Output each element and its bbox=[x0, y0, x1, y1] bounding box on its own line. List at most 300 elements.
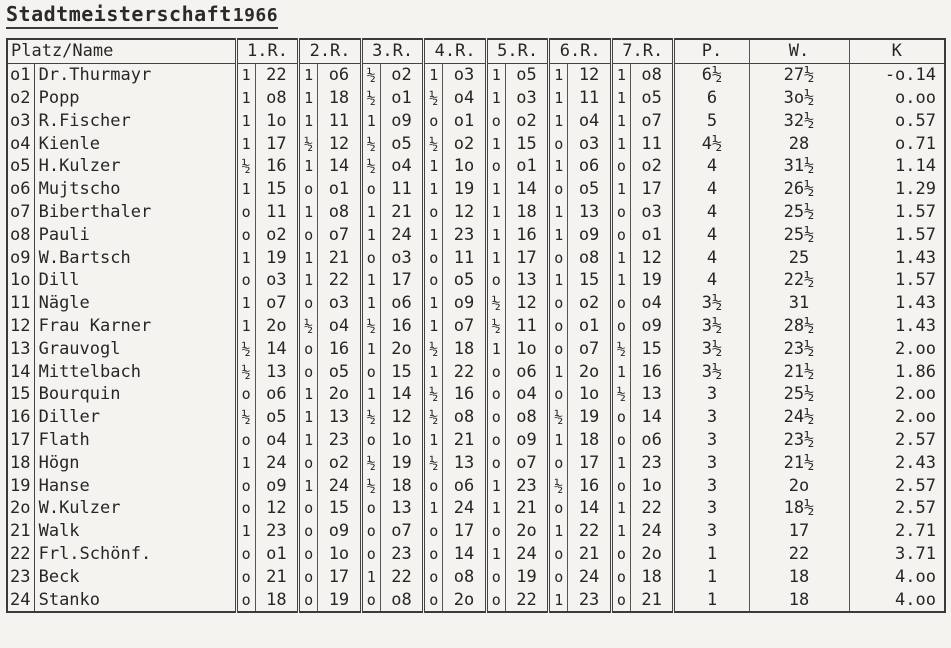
player-name: Högn bbox=[34, 451, 236, 474]
round-result: o bbox=[549, 292, 568, 315]
round-result: 1 bbox=[424, 178, 443, 201]
round-opponent: 23 bbox=[630, 451, 674, 474]
round-result: 1 bbox=[486, 201, 505, 224]
round-result: 1 bbox=[236, 246, 255, 269]
round-result: o bbox=[549, 315, 568, 338]
round-result: o bbox=[611, 565, 630, 588]
player-name: Dr.Thurmayr bbox=[34, 63, 236, 86]
points-cell: 3½ bbox=[674, 337, 749, 360]
round-result: 1 bbox=[611, 132, 630, 155]
round-opponent: 11 bbox=[380, 178, 424, 201]
round-result: 1 bbox=[424, 429, 443, 452]
round-result: 1 bbox=[611, 451, 630, 474]
round-result: 1 bbox=[549, 588, 568, 612]
round-opponent: o6 bbox=[318, 63, 362, 86]
table-row bbox=[7, 109, 945, 132]
round-result: 1 bbox=[299, 87, 318, 110]
round-opponent: o2 bbox=[443, 132, 487, 155]
round-result: 1 bbox=[549, 269, 568, 292]
round-opponent: 2o bbox=[318, 383, 362, 406]
player-name: Biberthaler bbox=[34, 201, 236, 224]
round-result: o bbox=[424, 565, 443, 588]
round-opponent: o2 bbox=[630, 155, 674, 178]
document-title bbox=[6, 2, 278, 29]
round-opponent: o5 bbox=[380, 132, 424, 155]
round-result: o bbox=[486, 360, 505, 383]
header-round-3: 3.R. bbox=[361, 39, 424, 63]
round-opponent: 22 bbox=[505, 588, 549, 612]
round-result: 1 bbox=[486, 246, 505, 269]
round-result: ½ bbox=[299, 315, 318, 338]
round-result: o bbox=[549, 543, 568, 566]
table-row bbox=[7, 543, 945, 566]
round-opponent: 16 bbox=[505, 223, 549, 246]
round-result: 1 bbox=[236, 109, 255, 132]
round-result: 1 bbox=[424, 63, 443, 86]
player-name: Popp bbox=[34, 87, 236, 110]
round-opponent: 11 bbox=[568, 87, 612, 110]
round-opponent: 24 bbox=[380, 223, 424, 246]
place-cell: 23 bbox=[7, 565, 34, 588]
header-row bbox=[7, 39, 945, 63]
w-cell: 26½ bbox=[749, 178, 849, 201]
place-cell: o2 bbox=[7, 87, 34, 110]
round-opponent: o2 bbox=[505, 109, 549, 132]
round-opponent: 23 bbox=[443, 223, 487, 246]
round-opponent: 21 bbox=[568, 543, 612, 566]
round-result: 1 bbox=[299, 246, 318, 269]
table-row bbox=[7, 87, 945, 110]
round-opponent: o5 bbox=[630, 87, 674, 110]
round-opponent: 12 bbox=[568, 63, 612, 86]
round-opponent: o2 bbox=[568, 292, 612, 315]
w-cell: 21½ bbox=[749, 360, 849, 383]
round-result: ½ bbox=[486, 315, 505, 338]
round-result: o bbox=[549, 451, 568, 474]
round-result: o bbox=[361, 429, 380, 452]
round-result: ½ bbox=[361, 87, 380, 110]
round-opponent: 11 bbox=[255, 201, 299, 224]
round-opponent: 13 bbox=[255, 360, 299, 383]
round-opponent: 1o bbox=[568, 383, 612, 406]
k-cell: 1.14 bbox=[849, 155, 945, 178]
round-opponent: 15 bbox=[630, 337, 674, 360]
points-cell: 4 bbox=[674, 269, 749, 292]
round-result: o bbox=[549, 246, 568, 269]
round-opponent: o6 bbox=[568, 155, 612, 178]
round-result: 1 bbox=[236, 87, 255, 110]
round-opponent: 2o bbox=[380, 337, 424, 360]
points-cell: 4 bbox=[674, 223, 749, 246]
round-result: o bbox=[299, 292, 318, 315]
points-cell: 4 bbox=[674, 246, 749, 269]
w-cell: 2o bbox=[749, 474, 849, 497]
round-opponent: 19 bbox=[255, 246, 299, 269]
round-opponent: 24 bbox=[505, 543, 549, 566]
player-name: Frau Karner bbox=[34, 315, 236, 338]
k-cell: 2.oo bbox=[849, 383, 945, 406]
round-opponent: o5 bbox=[318, 360, 362, 383]
round-result: o bbox=[549, 132, 568, 155]
header-name: Platz/Name bbox=[7, 39, 236, 63]
round-opponent: 19 bbox=[318, 588, 362, 612]
round-result: 1 bbox=[486, 543, 505, 566]
round-opponent: 19 bbox=[443, 178, 487, 201]
w-cell: 28 bbox=[749, 132, 849, 155]
player-name: Kienle bbox=[34, 132, 236, 155]
round-opponent: 17 bbox=[443, 520, 487, 543]
k-cell: 3.71 bbox=[849, 543, 945, 566]
round-result: ½ bbox=[549, 474, 568, 497]
round-result: ½ bbox=[361, 451, 380, 474]
round-opponent: 11 bbox=[318, 109, 362, 132]
round-result: 1 bbox=[236, 292, 255, 315]
round-opponent: o7 bbox=[568, 337, 612, 360]
round-opponent: o6 bbox=[443, 474, 487, 497]
w-cell: 28½ bbox=[749, 315, 849, 338]
points-cell: 3½ bbox=[674, 360, 749, 383]
w-cell: 22 bbox=[749, 543, 849, 566]
place-cell: o4 bbox=[7, 132, 34, 155]
round-result: o bbox=[486, 588, 505, 612]
round-opponent: 19 bbox=[568, 406, 612, 429]
round-opponent: 12 bbox=[318, 132, 362, 155]
round-opponent: o8 bbox=[505, 406, 549, 429]
place-cell: 18 bbox=[7, 451, 34, 474]
round-result: ½ bbox=[549, 406, 568, 429]
round-result: 1 bbox=[361, 269, 380, 292]
round-opponent: o8 bbox=[380, 588, 424, 612]
round-opponent: o4 bbox=[568, 109, 612, 132]
round-result: 1 bbox=[299, 429, 318, 452]
round-opponent: o6 bbox=[505, 360, 549, 383]
round-result: 1 bbox=[486, 178, 505, 201]
header-w: W. bbox=[749, 39, 849, 63]
round-opponent: 15 bbox=[380, 360, 424, 383]
round-opponent: o3 bbox=[318, 292, 362, 315]
round-result: 1 bbox=[486, 223, 505, 246]
round-opponent: o3 bbox=[568, 132, 612, 155]
round-result: o bbox=[236, 588, 255, 612]
place-cell: 2o bbox=[7, 497, 34, 520]
round-result: 1 bbox=[299, 201, 318, 224]
place-cell: 22 bbox=[7, 543, 34, 566]
round-opponent: 1o bbox=[380, 429, 424, 452]
round-result: 1 bbox=[486, 132, 505, 155]
round-result: o bbox=[611, 223, 630, 246]
round-result: o bbox=[236, 223, 255, 246]
round-opponent: o5 bbox=[568, 178, 612, 201]
round-result: 1 bbox=[299, 109, 318, 132]
round-result: o bbox=[486, 451, 505, 474]
table-row bbox=[7, 155, 945, 178]
round-opponent: 12 bbox=[380, 406, 424, 429]
k-cell: 2.oo bbox=[849, 406, 945, 429]
round-result: o bbox=[299, 360, 318, 383]
round-result: 1 bbox=[236, 63, 255, 86]
table-row bbox=[7, 588, 945, 612]
round-result: 1 bbox=[424, 292, 443, 315]
round-opponent: o1 bbox=[443, 109, 487, 132]
round-opponent: 13 bbox=[568, 201, 612, 224]
round-opponent: 24 bbox=[255, 451, 299, 474]
round-opponent: 18 bbox=[380, 474, 424, 497]
k-cell: o.57 bbox=[849, 109, 945, 132]
w-cell: 18½ bbox=[749, 497, 849, 520]
round-opponent: 19 bbox=[630, 269, 674, 292]
k-cell: 4.oo bbox=[849, 588, 945, 612]
round-opponent: 15 bbox=[505, 132, 549, 155]
round-opponent: o6 bbox=[380, 292, 424, 315]
round-opponent: 15 bbox=[255, 178, 299, 201]
round-result: o bbox=[361, 588, 380, 612]
round-opponent: 18 bbox=[318, 87, 362, 110]
round-opponent: 12 bbox=[443, 201, 487, 224]
table-row bbox=[7, 292, 945, 315]
round-result: o bbox=[424, 201, 443, 224]
round-result: o bbox=[611, 543, 630, 566]
round-opponent: 21 bbox=[505, 497, 549, 520]
round-result: 1 bbox=[236, 178, 255, 201]
place-cell: 15 bbox=[7, 383, 34, 406]
k-cell: 2.71 bbox=[849, 520, 945, 543]
round-opponent: 21 bbox=[443, 429, 487, 452]
round-result: o bbox=[486, 269, 505, 292]
round-result: ½ bbox=[424, 451, 443, 474]
points-cell: 3 bbox=[674, 406, 749, 429]
round-opponent: 12 bbox=[255, 497, 299, 520]
round-opponent: o9 bbox=[568, 223, 612, 246]
place-cell: o5 bbox=[7, 155, 34, 178]
round-result: 1 bbox=[361, 109, 380, 132]
round-opponent: o8 bbox=[630, 63, 674, 86]
round-result: o bbox=[299, 543, 318, 566]
round-opponent: 16 bbox=[630, 360, 674, 383]
round-result: 1 bbox=[611, 269, 630, 292]
round-opponent: 14 bbox=[630, 406, 674, 429]
place-cell: 19 bbox=[7, 474, 34, 497]
round-opponent: 11 bbox=[505, 315, 549, 338]
round-result: 1 bbox=[486, 497, 505, 520]
round-result: o bbox=[236, 497, 255, 520]
table-row bbox=[7, 383, 945, 406]
round-opponent: 1o bbox=[630, 474, 674, 497]
round-opponent: o4 bbox=[630, 292, 674, 315]
player-name: Frl.Schönf. bbox=[34, 543, 236, 566]
k-cell: 1.57 bbox=[849, 201, 945, 224]
round-result: 1 bbox=[549, 109, 568, 132]
w-cell: 31½ bbox=[749, 155, 849, 178]
round-result: 1 bbox=[361, 565, 380, 588]
round-result: o bbox=[236, 201, 255, 224]
round-opponent: o5 bbox=[505, 63, 549, 86]
round-result: 1 bbox=[549, 155, 568, 178]
round-opponent: o4 bbox=[443, 87, 487, 110]
round-opponent: 22 bbox=[568, 520, 612, 543]
k-cell: 1.43 bbox=[849, 246, 945, 269]
player-name: Mujtscho bbox=[34, 178, 236, 201]
w-cell: 18 bbox=[749, 565, 849, 588]
place-cell: 14 bbox=[7, 360, 34, 383]
round-opponent: o1 bbox=[630, 223, 674, 246]
points-cell: 4 bbox=[674, 178, 749, 201]
points-cell: 3 bbox=[674, 429, 749, 452]
k-cell: 2.43 bbox=[849, 451, 945, 474]
round-result: o bbox=[361, 497, 380, 520]
round-opponent: o2 bbox=[255, 223, 299, 246]
round-result: 1 bbox=[424, 315, 443, 338]
round-opponent: 16 bbox=[568, 474, 612, 497]
place-cell: 24 bbox=[7, 588, 34, 612]
round-opponent: o9 bbox=[318, 520, 362, 543]
round-result: 1 bbox=[611, 109, 630, 132]
round-result: 1 bbox=[549, 360, 568, 383]
round-result: 1 bbox=[299, 383, 318, 406]
player-name: Pauli bbox=[34, 223, 236, 246]
round-opponent: 2o bbox=[443, 588, 487, 612]
player-name: W.Bartsch bbox=[34, 246, 236, 269]
player-name: Stanko bbox=[34, 588, 236, 612]
w-cell: 21½ bbox=[749, 451, 849, 474]
header-round-4: 4.R. bbox=[424, 39, 487, 63]
round-opponent: 23 bbox=[318, 429, 362, 452]
table-row bbox=[7, 246, 945, 269]
round-opponent: 22 bbox=[630, 497, 674, 520]
place-cell: 13 bbox=[7, 337, 34, 360]
round-opponent: 14 bbox=[443, 543, 487, 566]
round-result: ½ bbox=[424, 132, 443, 155]
round-opponent: 23 bbox=[505, 474, 549, 497]
round-opponent: 13 bbox=[318, 406, 362, 429]
k-cell: -o.14 bbox=[849, 63, 945, 86]
round-opponent: 18 bbox=[443, 337, 487, 360]
round-result: 1 bbox=[486, 474, 505, 497]
points-cell: 3½ bbox=[674, 315, 749, 338]
round-opponent: o1 bbox=[505, 155, 549, 178]
w-cell: 25½ bbox=[749, 383, 849, 406]
round-opponent: o1 bbox=[318, 178, 362, 201]
place-cell: o8 bbox=[7, 223, 34, 246]
player-name: Beck bbox=[34, 565, 236, 588]
round-opponent: o1 bbox=[380, 87, 424, 110]
player-name: H.Kulzer bbox=[34, 155, 236, 178]
round-opponent: o4 bbox=[318, 315, 362, 338]
points-cell: 4 bbox=[674, 201, 749, 224]
round-result: o bbox=[549, 178, 568, 201]
points-cell: 6½ bbox=[674, 63, 749, 86]
round-opponent: 23 bbox=[568, 588, 612, 612]
round-result: ½ bbox=[361, 63, 380, 86]
points-cell: 1 bbox=[674, 543, 749, 566]
table-row bbox=[7, 406, 945, 429]
k-cell: 1.57 bbox=[849, 269, 945, 292]
round-result: 1 bbox=[611, 246, 630, 269]
round-result: o bbox=[424, 543, 443, 566]
title-text: Stadtmeisterschaft bbox=[6, 2, 232, 26]
round-opponent: 2o bbox=[630, 543, 674, 566]
round-opponent: o5 bbox=[255, 406, 299, 429]
round-result: o bbox=[236, 429, 255, 452]
round-result: o bbox=[424, 588, 443, 612]
round-opponent: o4 bbox=[505, 383, 549, 406]
round-opponent: 14 bbox=[318, 155, 362, 178]
round-result: ½ bbox=[424, 383, 443, 406]
round-result: ½ bbox=[424, 87, 443, 110]
round-result: o bbox=[299, 223, 318, 246]
round-opponent: 2o bbox=[568, 360, 612, 383]
table-row bbox=[7, 269, 945, 292]
round-opponent: 13 bbox=[630, 383, 674, 406]
k-cell: 2.57 bbox=[849, 497, 945, 520]
place-cell: 16 bbox=[7, 406, 34, 429]
round-result: o bbox=[299, 337, 318, 360]
player-name: Mittelbach bbox=[34, 360, 236, 383]
round-result: o bbox=[236, 474, 255, 497]
player-name: Hanse bbox=[34, 474, 236, 497]
table-row bbox=[7, 337, 945, 360]
round-result: ½ bbox=[424, 337, 443, 360]
table-row bbox=[7, 474, 945, 497]
round-result: o bbox=[361, 360, 380, 383]
round-result: ½ bbox=[299, 132, 318, 155]
round-opponent: 17 bbox=[318, 565, 362, 588]
points-cell: 3 bbox=[674, 451, 749, 474]
round-opponent: o7 bbox=[255, 292, 299, 315]
header-round-2: 2.R. bbox=[299, 39, 362, 63]
round-result: 1 bbox=[236, 315, 255, 338]
round-result: 1 bbox=[424, 155, 443, 178]
round-result: o bbox=[611, 201, 630, 224]
round-result: o bbox=[611, 155, 630, 178]
round-opponent: o3 bbox=[443, 63, 487, 86]
round-result: 1 bbox=[361, 223, 380, 246]
player-name: Flath bbox=[34, 429, 236, 452]
round-result: o bbox=[611, 315, 630, 338]
round-result: 1 bbox=[299, 406, 318, 429]
round-opponent: 2o bbox=[505, 520, 549, 543]
points-cell: 3 bbox=[674, 497, 749, 520]
round-opponent: o3 bbox=[630, 201, 674, 224]
round-opponent: 14 bbox=[255, 337, 299, 360]
place-cell: o3 bbox=[7, 109, 34, 132]
round-opponent: 22 bbox=[318, 269, 362, 292]
round-opponent: 2o bbox=[255, 315, 299, 338]
round-opponent: 14 bbox=[568, 497, 612, 520]
round-result: o bbox=[486, 520, 505, 543]
table-row bbox=[7, 223, 945, 246]
round-opponent: 12 bbox=[505, 292, 549, 315]
round-result: o bbox=[549, 337, 568, 360]
round-result: o bbox=[424, 474, 443, 497]
round-result: o bbox=[299, 565, 318, 588]
round-opponent: 11 bbox=[443, 246, 487, 269]
round-opponent: 15 bbox=[568, 269, 612, 292]
w-cell: 25½ bbox=[749, 201, 849, 224]
place-cell: 11 bbox=[7, 292, 34, 315]
header-k: K bbox=[849, 39, 945, 63]
round-opponent: o7 bbox=[380, 520, 424, 543]
round-opponent: o3 bbox=[380, 246, 424, 269]
w-cell: 27½ bbox=[749, 63, 849, 86]
round-result: o bbox=[236, 565, 255, 588]
round-opponent: 17 bbox=[380, 269, 424, 292]
round-result: o bbox=[361, 520, 380, 543]
round-result: o bbox=[299, 178, 318, 201]
round-opponent: 1o bbox=[318, 543, 362, 566]
round-opponent: o1 bbox=[568, 315, 612, 338]
table-row bbox=[7, 132, 945, 155]
round-result: 1 bbox=[299, 63, 318, 86]
